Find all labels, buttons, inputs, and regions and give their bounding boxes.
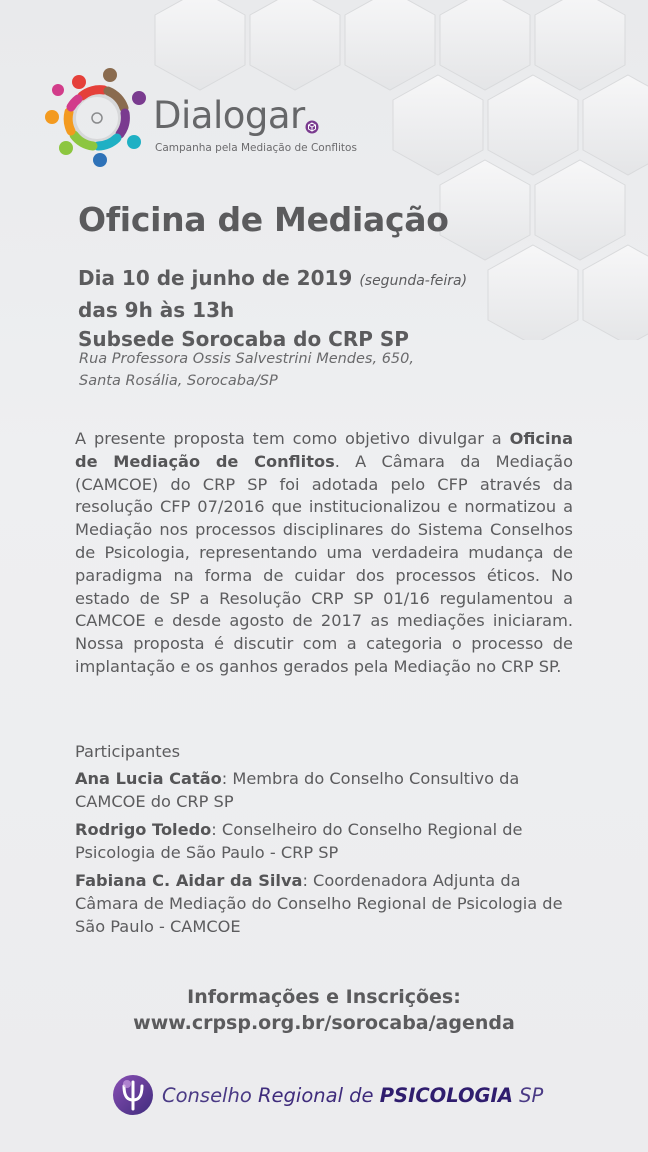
event-date: Dia 10 de junho de 2019 xyxy=(78,266,353,290)
address-line-1: Rua Professora Ossis Salvestrini Mendes, 650, xyxy=(79,351,414,367)
address-line-2: Santa Rosália, Sorocaba/SP xyxy=(79,373,278,389)
participants-heading: Participantes xyxy=(75,742,181,761)
crp-name xyxy=(162,1084,543,1107)
event-title: Oficina de Mediação xyxy=(78,200,449,239)
dialogar-logo xyxy=(44,62,154,172)
registration-link[interactable]: www.crpsp.org.br/sorocaba/agenda xyxy=(133,1012,515,1034)
registration-label: Informações e Inscrições: xyxy=(187,986,461,1008)
event-address xyxy=(79,348,414,392)
cube-icon xyxy=(305,120,319,134)
description-paragraph xyxy=(75,428,573,679)
description-rest: . A Câmara da Mediação (CAMCOE) do CRP SP foi adotada pelo CFP através da resolução CFP 07/2016 que institucionalizou e normatizou a Mediação nos processos disciplinares do Sistema Conselhos de Psicologia, representando uma verdadeira mudança de paradigma na forma de cuidar dos processos éticos. No estado de SP a Resolução CRP SP 01/16 regulamentou a CAMCOE e desde agosto de 2017 as mediações iniciaram. Nossa proposta é discutir com a categoria o processo de implantação e os ganhos gerados pela Mediação no CRP SP. xyxy=(75,451,573,676)
participant-item xyxy=(75,768,580,814)
event-date-line xyxy=(78,264,467,296)
event-info xyxy=(78,264,467,354)
participant-item xyxy=(75,870,580,938)
crp-word-2: Regional de xyxy=(257,1084,374,1107)
participant-name: Rodrigo Toledo xyxy=(75,820,212,839)
brand-name: Dialogar xyxy=(153,94,305,137)
registration-info xyxy=(0,984,648,1036)
participant-role: : Conselheiro do Conselho Regional de Psicologia de São Paulo - CRP SP xyxy=(75,820,523,862)
description-highlight: Oficina de Mediação de Conflitos xyxy=(75,429,573,471)
event-time: das 9h às 13h xyxy=(78,298,235,322)
participant-name: Ana Lucia Catão xyxy=(75,769,222,788)
crp-word-3: PSICOLOGIA xyxy=(379,1084,513,1107)
crp-word-1: Conselho xyxy=(162,1084,252,1107)
description-intro: A presente proposta tem como objetivo divulgar a xyxy=(75,429,510,448)
brand-tagline: Campanha pela Mediação de Conflitos xyxy=(155,142,357,154)
psi-logo-icon xyxy=(112,1074,154,1116)
event-venue: Subsede Sorocaba do CRP SP xyxy=(78,327,409,351)
participant-name: Fabiana C. Aidar da Silva xyxy=(75,871,303,890)
event-weekday: (segunda-feira) xyxy=(359,273,468,289)
participant-role: : Membra do Conselho Consultivo da CAMCOE do CRP SP xyxy=(75,769,520,811)
participant-item xyxy=(75,819,580,865)
participant-role: : Coordenadora Adjunta da Câmara de Mediação do Conselho Regional de Psicologia de São Paulo - CAMCOE xyxy=(75,871,563,936)
crp-word-4: SP xyxy=(519,1084,544,1107)
